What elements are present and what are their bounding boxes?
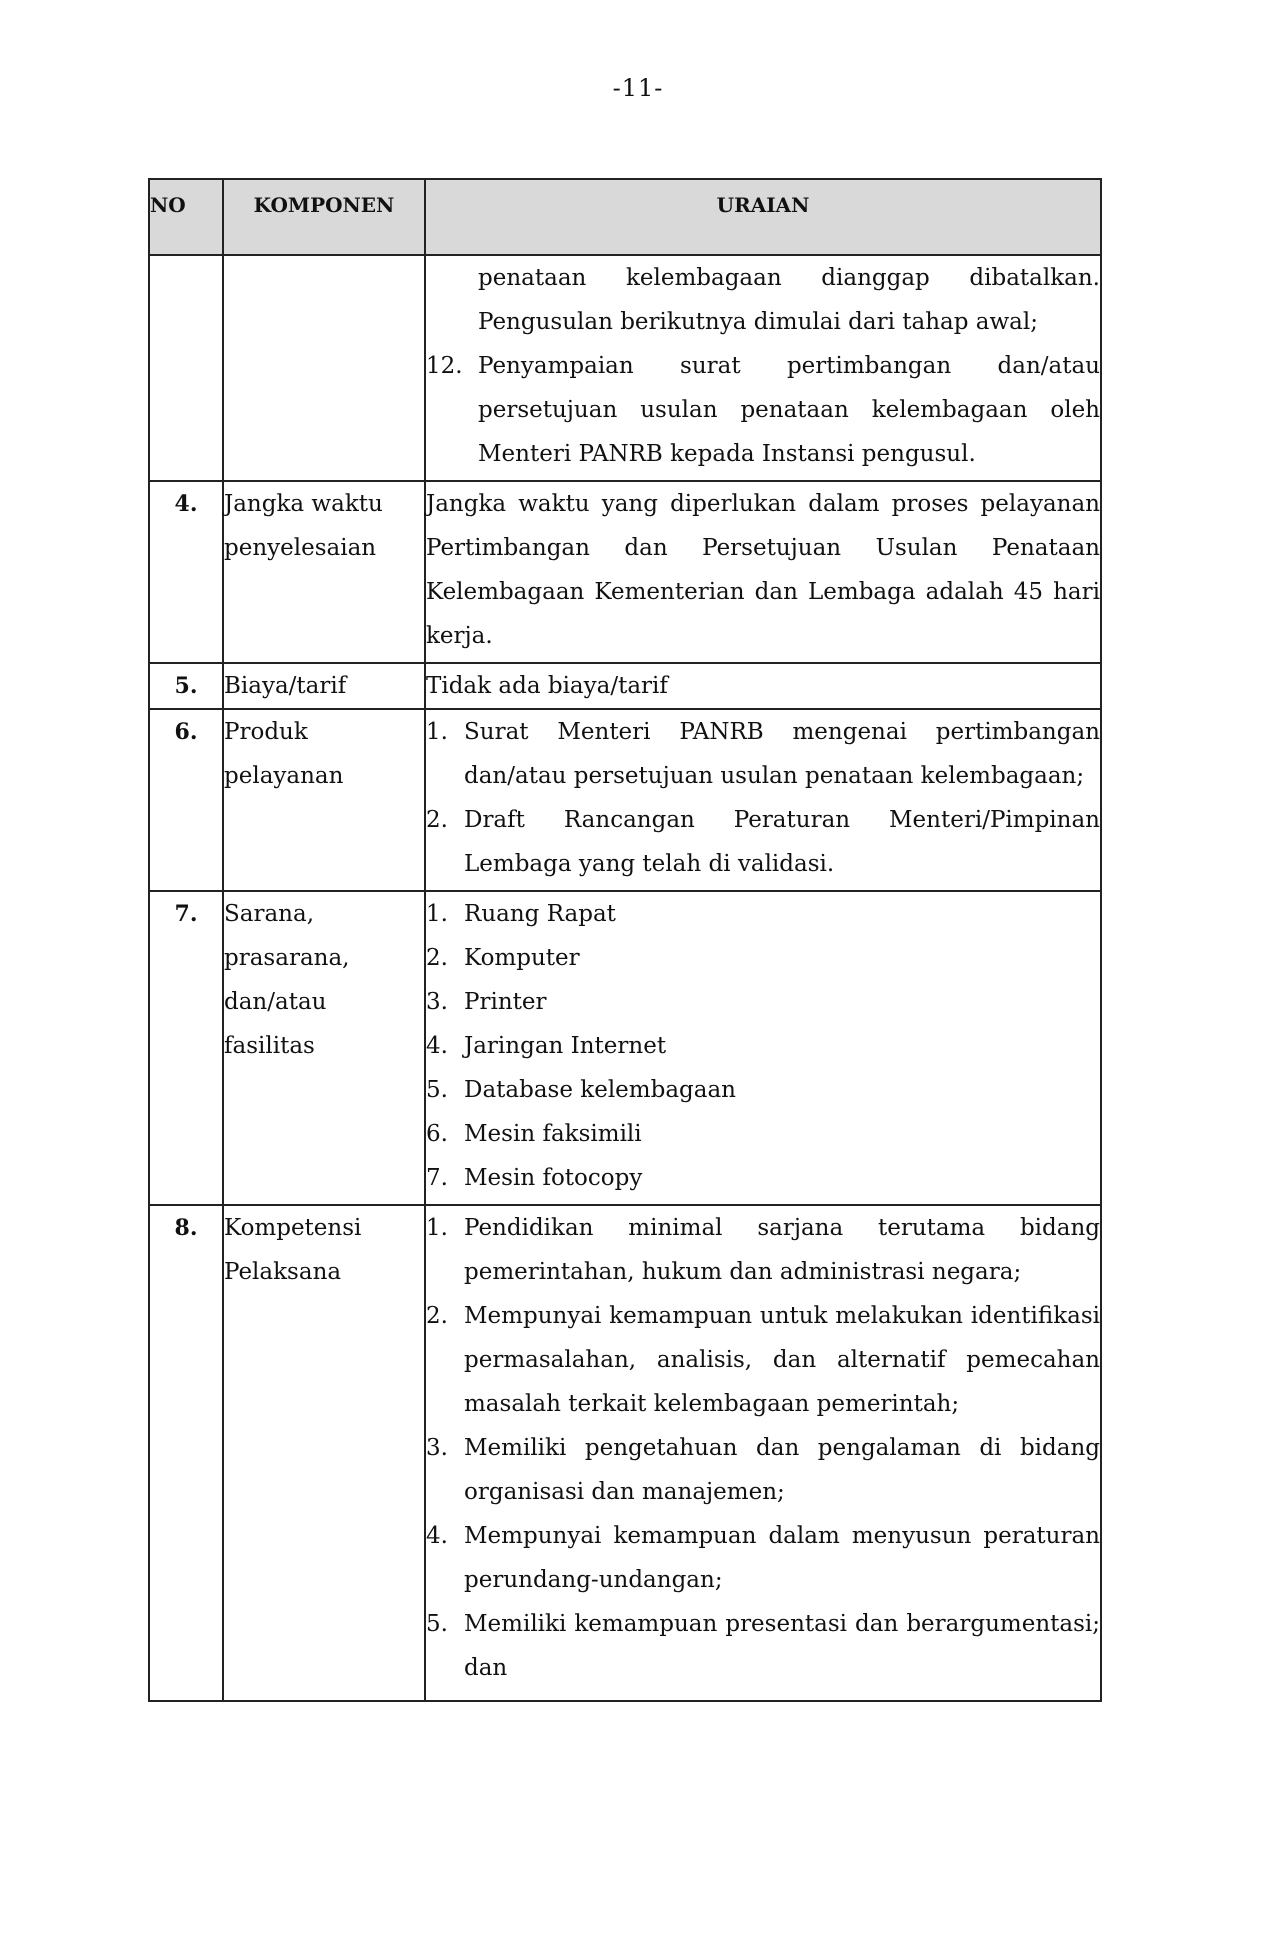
list-item-number: 4. [426,1523,448,1549]
list-item-text: Database kelembagaan [464,1077,736,1103]
list-item-number: 2. [426,807,448,833]
list-item-text: Memiliki kemampuan presentasi dan berargumentasi; dan [464,1611,1100,1681]
list-item-text: Pendidikan minimal sarjana terutama bidang pemerintahan, hukum dan administrasi negara; [464,1215,1100,1285]
list-item-text: Surat Menteri PANRB mengenai pertimbangan dan/atau persetujuan usulan penataan kelembagaan; [464,719,1100,789]
cell-no: 5. [149,663,223,709]
list-item [426,1294,1100,1426]
list-item-text: Mesin faksimili [464,1121,642,1147]
list-item-number: 2. [426,1303,448,1329]
list-item-number: 12. [426,353,463,379]
list-item [426,1156,1100,1200]
list-item-text: Komputer [464,945,580,971]
list-item-text: Jaringan Internet [464,1033,667,1059]
service-standard-table [148,178,1102,1702]
list-item-number: 5. [426,1611,448,1637]
table-row-8 [149,1205,1101,1701]
list-item [426,1112,1100,1156]
list-item-number: 3. [426,1435,448,1461]
list-item-number: 6. [426,1121,448,1147]
cell-uraian: Jangka waktu yang diperlukan dalam proses pelayanan Pertimbangan dan Persetujuan Usulan Penataan Kelembagaan Kementerian dan Lembaga adalah 45 hari kerja. [425,481,1101,663]
list-item [426,980,1100,1024]
list-item-text: Printer [464,989,547,1015]
list-item-number: 3. [426,989,448,1015]
list-item [426,344,1100,476]
cell-komponen: Produk pelayanan [223,709,425,891]
cell-komponen: Kompetensi Pelaksana [223,1205,425,1701]
cell-uraian [425,255,1101,481]
cell-uraian [425,1205,1101,1701]
cell-uraian [425,709,1101,891]
list-item [426,1602,1100,1690]
list-item-number: 1. [426,719,448,745]
list-item-text: Memiliki pengetahuan dan pengalaman di bidang organisasi dan manajemen; [464,1435,1100,1505]
list-item-text: Mempunyai kemampuan untuk melakukan identifikasi permasalahan, analisis, dan alternatif pemecahan masalah terkait kelembagaan pemerintah; [464,1303,1100,1417]
header-no: NO [149,179,223,255]
page-number: -11- [612,74,664,102]
list-item-text: Draft Rancangan Peraturan Menteri/Pimpinan Lembaga yang telah di validasi. [464,807,1100,877]
table-row-6 [149,709,1101,891]
list-item-number: 1. [426,901,448,927]
header-komponen: KOMPONEN [223,179,425,255]
list-item-number: 2. [426,945,448,971]
header-uraian: URAIAN [425,179,1101,255]
cell-komponen: Jangka waktu penyelesaian [223,481,425,663]
cell-no: 7. [149,891,223,1205]
table-row-5 [149,663,1101,709]
list-item-number: 7. [426,1165,448,1191]
list-item [426,1024,1100,1068]
cell-komponen: Biaya/tarif [223,663,425,709]
table-row-7 [149,891,1101,1205]
list-item-text: Ruang Rapat [464,901,616,927]
cell-komponen: Sarana, prasarana, dan/atau fasilitas [223,891,425,1205]
list-item [426,892,1100,936]
list-item [426,798,1100,886]
list-item [426,1426,1100,1514]
list-item [426,710,1100,798]
list-item [426,1206,1100,1294]
list-item [426,1514,1100,1602]
cell-uraian [425,891,1101,1205]
table-header-row [149,179,1101,255]
list-item [426,936,1100,980]
list-item [426,1068,1100,1112]
list-item-text: Penyampaian surat pertimbangan dan/atau persetujuan usulan penataan kelembagaan oleh Menteri PANRB kepada Instansi pengusul. [478,353,1100,467]
list-item-text: Mempunyai kemampuan dalam menyusun peraturan perundang-undangan; [464,1523,1100,1593]
continued-text: penataan kelembagaan dianggap dibatalkan. Pengusulan berikutnya dimulai dari tahap awal; [478,265,1100,335]
cell-no: 8. [149,1205,223,1701]
cell-uraian: Tidak ada biaya/tarif [425,663,1101,709]
cell-no: 4. [149,481,223,663]
cell-no: 6. [149,709,223,891]
cell-komponen [223,255,425,481]
list-item-text: Mesin fotocopy [464,1165,643,1191]
table-row-4 [149,481,1101,663]
list-item-number: 5. [426,1077,448,1103]
list-item-number: 4. [426,1033,448,1059]
list-item-number: 1. [426,1215,448,1241]
cell-no [149,255,223,481]
table-row-continued [149,255,1101,481]
